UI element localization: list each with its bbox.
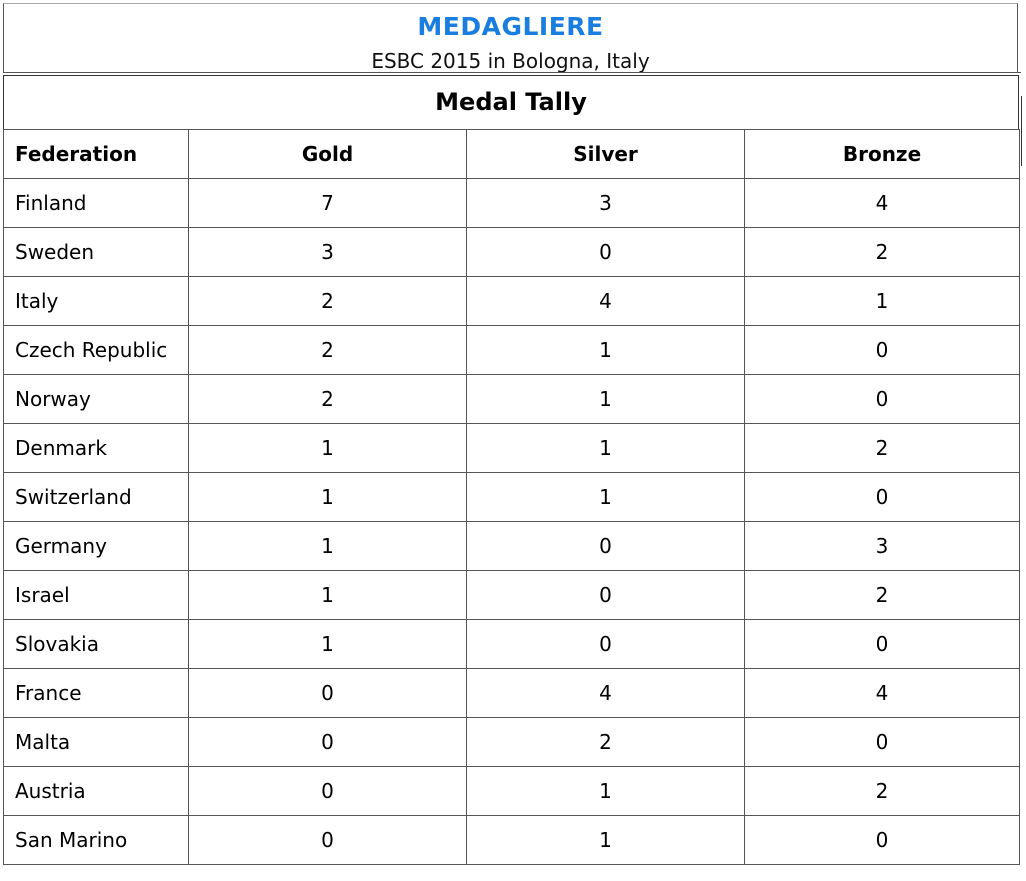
bronze-cell: 0 <box>745 473 1020 522</box>
federation-cell: Austria <box>4 767 189 816</box>
table-row <box>4 522 1020 571</box>
gold-cell: 7 <box>189 179 467 228</box>
column-header-federation: Federation <box>4 130 189 179</box>
gold-cell: 1 <box>189 473 467 522</box>
gold-cell: 0 <box>189 718 467 767</box>
table-row <box>4 767 1020 816</box>
federation-cell: Czech Republic <box>4 326 189 375</box>
medal-tally-title: Medal Tally <box>435 88 587 116</box>
federation-cell: Germany <box>4 522 189 571</box>
table-row <box>4 277 1020 326</box>
silver-cell: 4 <box>467 277 745 326</box>
bronze-cell: 0 <box>745 816 1020 865</box>
bronze-cell: 2 <box>745 424 1020 473</box>
table-row <box>4 571 1020 620</box>
page-subtitle: ESBC 2015 in Bologna, Italy <box>371 49 650 73</box>
table-row <box>4 718 1020 767</box>
page-title: MEDAGLIERE <box>417 12 604 41</box>
table-row <box>4 669 1020 718</box>
table-header-row <box>4 130 1020 179</box>
table-row <box>4 424 1020 473</box>
silver-cell: 0 <box>467 620 745 669</box>
gold-cell: 1 <box>189 571 467 620</box>
federation-cell: Israel <box>4 571 189 620</box>
column-header-gold: Gold <box>189 130 467 179</box>
silver-cell: 1 <box>467 424 745 473</box>
table-row <box>4 620 1020 669</box>
gold-cell: 0 <box>189 669 467 718</box>
gold-cell: 2 <box>189 375 467 424</box>
silver-cell: 1 <box>467 326 745 375</box>
gold-cell: 0 <box>189 767 467 816</box>
header-divider <box>3 72 1021 73</box>
silver-cell: 2 <box>467 718 745 767</box>
bronze-cell: 0 <box>745 718 1020 767</box>
bronze-cell: 4 <box>745 179 1020 228</box>
table-row <box>4 816 1020 865</box>
bronze-cell: 2 <box>745 767 1020 816</box>
bronze-cell: 0 <box>745 375 1020 424</box>
federation-cell: France <box>4 669 189 718</box>
column-header-bronze: Bronze <box>745 130 1020 179</box>
silver-cell: 1 <box>467 473 745 522</box>
gold-cell: 2 <box>189 277 467 326</box>
gold-cell: 0 <box>189 816 467 865</box>
bronze-cell: 2 <box>745 228 1020 277</box>
gold-cell: 1 <box>189 620 467 669</box>
gold-cell: 2 <box>189 326 467 375</box>
gold-cell: 3 <box>189 228 467 277</box>
bronze-cell: 4 <box>745 669 1020 718</box>
federation-cell: Malta <box>4 718 189 767</box>
table-row <box>4 375 1020 424</box>
medal-tally-caption-box <box>3 75 1019 130</box>
table-row <box>4 326 1020 375</box>
bronze-cell: 0 <box>745 620 1020 669</box>
bronze-cell: 3 <box>745 522 1020 571</box>
federation-cell: Denmark <box>4 424 189 473</box>
federation-cell: Norway <box>4 375 189 424</box>
federation-cell: Finland <box>4 179 189 228</box>
table-row <box>4 473 1020 522</box>
silver-cell: 3 <box>467 179 745 228</box>
gold-cell: 1 <box>189 522 467 571</box>
column-header-silver: Silver <box>467 130 745 179</box>
bronze-cell: 2 <box>745 571 1020 620</box>
federation-cell: Sweden <box>4 228 189 277</box>
bronze-cell: 1 <box>745 277 1020 326</box>
silver-cell: 1 <box>467 375 745 424</box>
federation-cell: Italy <box>4 277 189 326</box>
silver-cell: 0 <box>467 522 745 571</box>
silver-cell: 1 <box>467 816 745 865</box>
federation-cell: Slovakia <box>4 620 189 669</box>
silver-cell: 0 <box>467 571 745 620</box>
silver-cell: 1 <box>467 767 745 816</box>
gold-cell: 1 <box>189 424 467 473</box>
silver-cell: 4 <box>467 669 745 718</box>
bronze-cell: 0 <box>745 326 1020 375</box>
table-row <box>4 179 1020 228</box>
table-row <box>4 228 1020 277</box>
silver-cell: 0 <box>467 228 745 277</box>
federation-cell: San Marino <box>4 816 189 865</box>
page-header <box>3 3 1018 73</box>
federation-cell: Switzerland <box>4 473 189 522</box>
medal-table <box>3 129 1020 865</box>
